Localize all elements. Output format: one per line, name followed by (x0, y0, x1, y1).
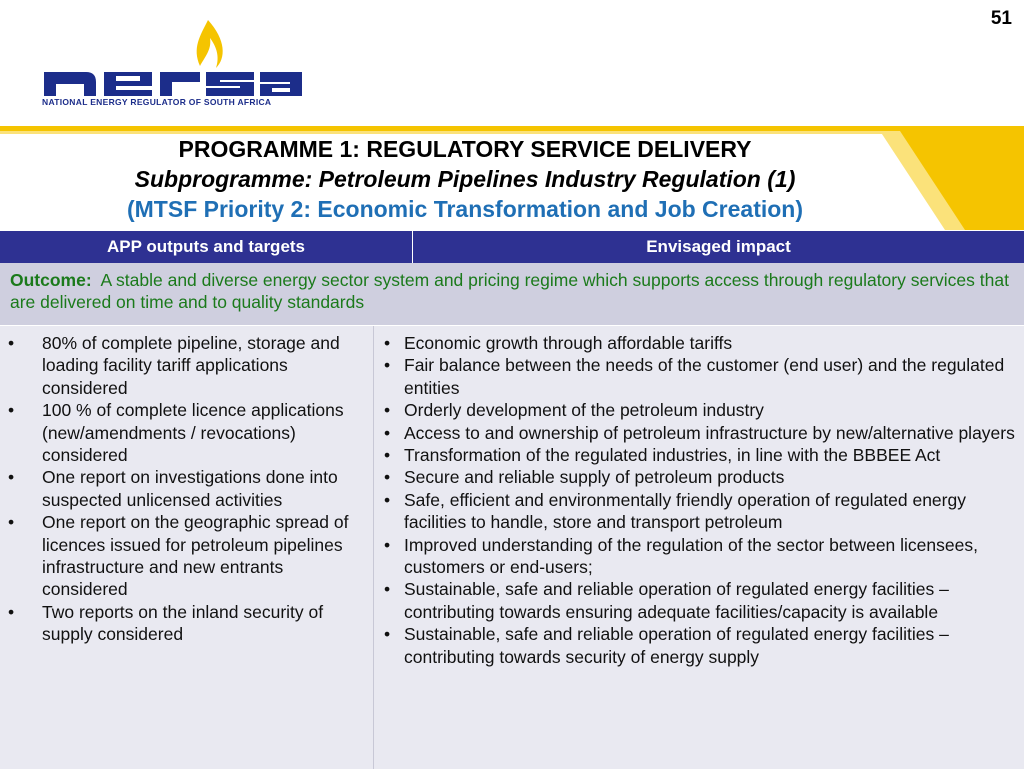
list-item: • Improved understanding of the regulation of the sector between licensees, customers or end-users; (378, 534, 1018, 579)
nersa-logo (40, 18, 310, 110)
list-item: • Transformation of the regulated industries, in line with the BBBEE Act (378, 444, 1018, 466)
outcome-text: A stable and diverse energy sector system and pricing regime which supports access through regulatory services that are delivered on time and to quality standards (10, 270, 1009, 312)
list-item: • 100 % of complete licence applications (new/amendments / revocations) considered (0, 399, 368, 466)
list-item: • 80% of complete pipeline, storage and loading facility tariff applications considered (0, 332, 368, 399)
list-item: • Safe, efficient and environmentally friendly operation of regulated energy facilities to handle, store and transport petroleum (378, 489, 1018, 534)
list-item: • One report on the geographic spread of licences issued for petroleum pipelines infrastructure and new entrants considered (0, 511, 368, 601)
mtsf-priority-title: (MTSF Priority 2: Economic Transformation and Job Creation) (126, 196, 804, 222)
header-app-outputs: APP outputs and targets (106, 237, 306, 256)
header-envisaged-impact: Envisaged impact (646, 237, 791, 256)
list-item: • Secure and reliable supply of petroleum products (378, 466, 1018, 488)
list-item: • Orderly development of the petroleum industry (378, 399, 1018, 421)
list-item: • Fair balance between the needs of the customer (end user) and the regulated entities (378, 354, 1018, 399)
list-item: • Sustainable, safe and reliable operation of regulated energy facilities – contributing towards ensuring adequate facilities/capacity is available (378, 578, 1018, 623)
logo-subtitle: NATIONAL ENERGY REGULATOR OF SOUTH AFRICA (42, 97, 272, 107)
list-item: • Access to and ownership of petroleum infrastructure by new/alternative players (378, 422, 1018, 444)
outcome-label: Outcome: (10, 270, 92, 290)
column-divider (373, 326, 374, 769)
app-outputs-list (0, 332, 368, 646)
slide-number: 51 (990, 8, 1012, 29)
list-item: • Economic growth through affordable tariffs (378, 332, 1018, 354)
title-block (0, 134, 930, 224)
list-item: • Two reports on the inland security of supply considered (0, 601, 368, 646)
programme-title: PROGRAMME 1: REGULATORY SERVICE DELIVERY (178, 136, 752, 162)
table-body-row (0, 325, 1024, 769)
subprogramme-title: Subprogramme: Petroleum Pipelines Industry Regulation (1) (134, 166, 796, 192)
envisaged-impact-list (378, 332, 1018, 668)
outcome-row (0, 263, 1024, 325)
list-item: • One report on investigations done into suspected unlicensed activities (0, 466, 368, 511)
outputs-impact-table (0, 231, 1024, 768)
table-header-row (0, 231, 1024, 263)
list-item: • Sustainable, safe and reliable operation of regulated energy facilities – contributing towards security of energy supply (378, 623, 1018, 668)
